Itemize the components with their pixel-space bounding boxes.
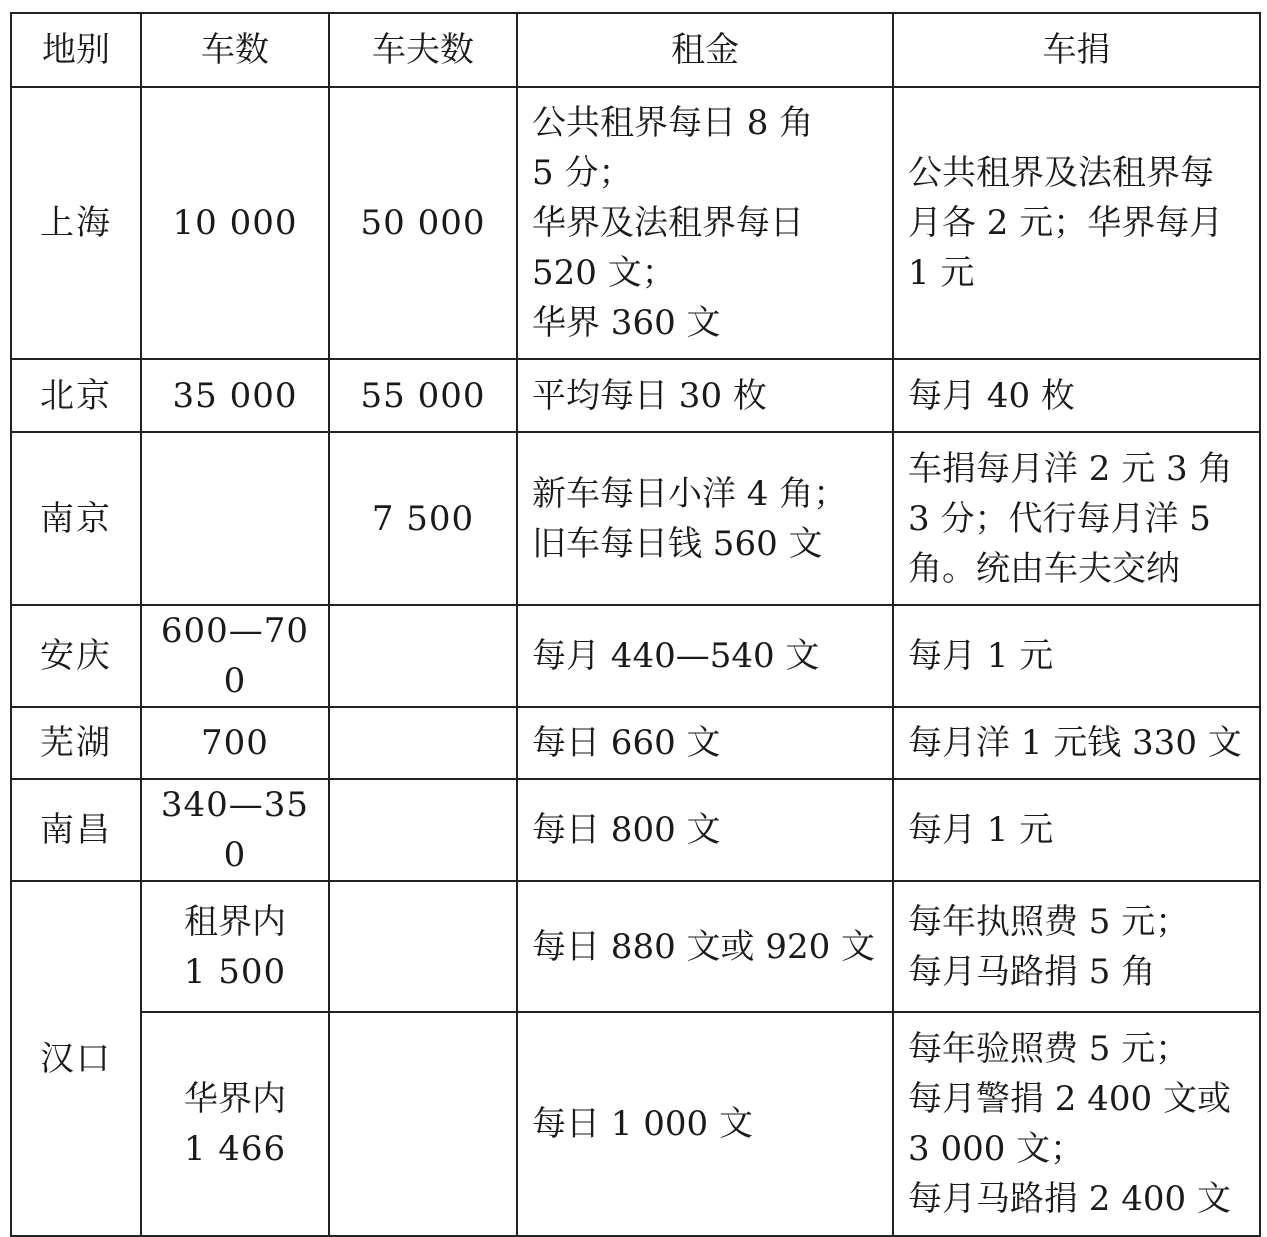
tax-line: 月各 2 元；华界每月 [908, 203, 1224, 243]
table-row [11, 881, 1260, 1012]
header-region: 地别 [11, 13, 141, 87]
tax-line: 车捐每月洋 2 元 3 角 [908, 448, 1233, 489]
tax-cell [893, 87, 1260, 359]
tax-cell [893, 432, 1260, 605]
table-row [11, 1012, 1260, 1236]
cars-count: 1 500 [183, 951, 287, 992]
drivers-cell [329, 1012, 517, 1236]
drivers-cell [329, 605, 517, 707]
region-cell: 安庆 [11, 605, 141, 707]
tax-line: 每年验照费 5 元； [908, 1029, 1190, 1069]
table-row [11, 707, 1260, 779]
tax-line: 每月 1 元 [908, 810, 1054, 850]
rent-line: 公共租界每日 8 角 [532, 103, 814, 143]
table-row [11, 432, 1260, 605]
tax-cell [893, 707, 1260, 779]
tax-line: 每月洋 1 元钱 330 文 [908, 723, 1242, 763]
rent-cell [517, 779, 893, 881]
drivers-cell [329, 707, 517, 779]
region-cell: 南京 [11, 432, 141, 605]
cars-cell: 340—350 [141, 779, 329, 881]
rent-cell [517, 359, 893, 432]
tax-cell [893, 605, 1260, 707]
drivers-cell: 50 000 [329, 87, 517, 359]
cars-cell: 35 000 [141, 359, 329, 432]
drivers-cell [329, 779, 517, 881]
rent-cell [517, 1012, 893, 1236]
rent-cell [517, 432, 893, 605]
drivers-cell [329, 881, 517, 1012]
region-cell: 上海 [11, 87, 141, 359]
cars-cell: 10 000 [141, 87, 329, 359]
header-row [11, 13, 1260, 87]
cars-cell [141, 881, 329, 1012]
tax-line: 每年执照费 5 元； [908, 901, 1190, 942]
rent-line: 每日 1 000 文 [532, 1104, 753, 1144]
header-drivers: 车夫数 [329, 13, 517, 87]
header-rent: 租金 [517, 13, 893, 87]
region-cell: 南昌 [11, 779, 141, 881]
cars-area-label: 华界内 [184, 1079, 286, 1119]
rent-cell [517, 605, 893, 707]
rent-cell [517, 881, 893, 1012]
table-row [11, 87, 1260, 359]
cars-cell [141, 432, 329, 605]
table-row [11, 605, 1260, 707]
tax-cell [893, 359, 1260, 432]
cars-cell: 700 [141, 707, 329, 779]
header-cars: 车数 [141, 13, 329, 87]
cars-cell [141, 1012, 329, 1236]
drivers-cell: 55 000 [329, 359, 517, 432]
region-cell: 北京 [11, 359, 141, 432]
table-row [11, 359, 1260, 432]
rent-line: 新车每日小洋 4 角； [532, 473, 848, 514]
table-row [11, 779, 1260, 881]
rent-line: 每日 800 文 [532, 810, 721, 850]
cars-cell: 600—700 [141, 605, 329, 707]
tax-line: 1 元 [908, 253, 975, 293]
tax-line: 每月马路捐 2 400 文 [908, 1179, 1231, 1219]
rent-line: 每日 880 文或 920 文 [532, 926, 876, 967]
cars-count: 1 466 [183, 1129, 287, 1169]
tax-cell [893, 881, 1260, 1012]
rent-line: 每日 660 文 [532, 723, 721, 763]
tax-line: 3 000 文； [908, 1129, 1085, 1169]
region-cell: 芜湖 [11, 707, 141, 779]
drivers-cell: 7 500 [329, 432, 517, 605]
rent-line: 520 文； [532, 253, 676, 293]
tax-cell [893, 779, 1260, 881]
rickshaw-statistics-table [10, 12, 1261, 1237]
tax-cell [893, 1012, 1260, 1236]
tax-line: 每月警捐 2 400 文或 [908, 1079, 1231, 1119]
tax-line: 角。统由车夫交纳 [908, 548, 1180, 589]
rent-line: 旧车每日钱 560 文 [532, 523, 823, 564]
rent-cell [517, 707, 893, 779]
tax-line: 每月马路捐 5 角 [908, 951, 1156, 992]
header-tax: 车捐 [893, 13, 1260, 87]
region-cell: 汉口 [11, 881, 141, 1236]
cars-area-label: 租界内 [184, 901, 286, 942]
rent-line: 平均每日 30 枚 [532, 375, 767, 416]
tax-line: 公共租界及法租界每 [908, 153, 1214, 193]
rent-cell [517, 87, 893, 359]
rent-line: 每月 440—540 文 [532, 636, 820, 676]
tax-line: 每月 1 元 [908, 636, 1054, 676]
rent-line: 华界 360 文 [532, 303, 721, 343]
tax-line: 3 分；代行每月洋 5 [908, 498, 1211, 539]
tax-line: 每月 40 枚 [908, 375, 1075, 416]
rent-line: 华界及法租界每日 [532, 203, 804, 243]
rent-line: 5 分； [532, 153, 633, 193]
